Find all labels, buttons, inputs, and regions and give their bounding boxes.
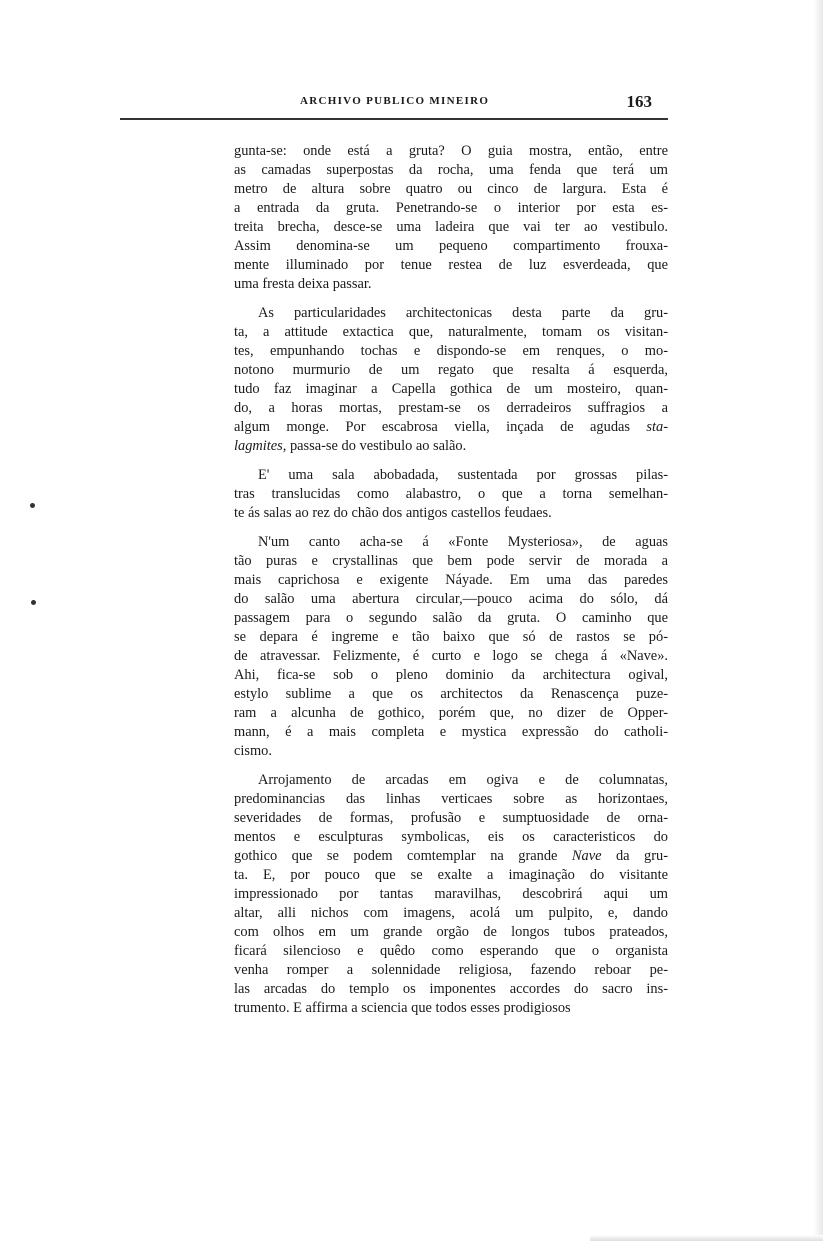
text-line: N'um canto acha-se á «Fonte Mysteriosa», de aguas: [258, 534, 668, 550]
body-text: [234, 142, 668, 1028]
page-header: [300, 92, 660, 114]
text-line: treita brecha, desce-se uma ladeira que vai ter ao vestibulo.: [234, 219, 668, 235]
text-line: impressionado por tantas maravilhas, descobrirá aqui um: [234, 886, 668, 902]
text-line: tes, empunhando tochas e dispondo-se em renques, o mo-: [234, 343, 668, 359]
running-head: ARCHIVO PUBLICO MINEIRO: [300, 95, 490, 107]
paragraph: [234, 771, 668, 1018]
text-line: E' uma sala abobadada, sustentada por grossas pilas-: [258, 467, 668, 483]
text-line: se depara é ingreme e tão baixo que só de rastos se pó-: [234, 629, 668, 645]
text-line: metro de altura sobre quatro ou cinco de largura. Esta é: [234, 181, 668, 197]
text-line: ram a alcunha de gothico, porém que, no dizer de Opper-: [234, 705, 668, 721]
paragraph: [234, 466, 668, 523]
text-line: as camadas superpostas da rocha, uma fenda que terá um: [234, 162, 668, 178]
text-line: lagmites, passa-se do vestibulo ao salão.: [234, 438, 467, 454]
text-line: mentos e esculpturas symbolicas, eis os caracteristicos do: [234, 829, 668, 845]
text-line: passagem para o segundo salão da gruta. O caminho que: [234, 610, 668, 626]
text-line: severidades de formas, profusão e sumptuosidade de orna-: [234, 810, 668, 826]
text-line: do, a horas mortas, prestam-se os derradeiros suffragios a: [234, 400, 668, 416]
text-line: cismo.: [234, 743, 272, 759]
text-line: gunta-se: onde está a gruta? O guia mostra, então, entre: [234, 143, 668, 159]
text-line: las arcadas do templo os imponentes accordes do sacro ins-: [234, 981, 668, 997]
text-line: trumento. E affirma a sciencia que todos esses prodigiosos: [234, 1000, 571, 1016]
header-rule: [120, 118, 668, 120]
text-line: ta. E, por pouco que se exalte a imaginação do visitante: [234, 867, 668, 883]
text-line: a entrada da gruta. Penetrando-se o interior por esta es-: [234, 200, 668, 216]
text-line: tudo faz imaginar a Capella gothica de um mosteiro, quan-: [234, 381, 668, 397]
text-line: notono murmurio de um regato que resalta á esquerda,: [234, 362, 668, 378]
text-line: do salão uma abertura circular,—pouco acima do sólo, dá: [234, 591, 668, 607]
text-line: gothico que se podem comtemplar na grande Nave da gru-: [234, 848, 668, 864]
page-bottom-edge-shadow: [590, 1235, 823, 1241]
paragraph: [234, 142, 668, 294]
text-line: ficará silencioso e quêdo como esperando que o organista: [234, 943, 668, 959]
paragraph: [234, 533, 668, 761]
text-line: As particularidades architectonicas desta parte da gru-: [258, 305, 668, 321]
text-line: tras translucidas como alabastro, o que a torna semelhan-: [234, 486, 668, 502]
text-line: venha romper a solennidade religiosa, fazendo reboar pe-: [234, 962, 668, 978]
page-number: 163: [626, 92, 652, 111]
text-line: estylo sublime a que os architectos da Renascença puze-: [234, 686, 668, 702]
text-line: altar, alli nichos com imagens, acolá um pulpito, e, dando: [234, 905, 668, 921]
text-line: com olhos em um grande orgão de longos tubos prateados,: [234, 924, 668, 940]
text-line: algum monge. Por escabrosa viella, inçada de agudas sta-: [234, 419, 668, 435]
margin-mark: [30, 503, 35, 508]
text-line: Arrojamento de arcadas em ogiva e de columnatas,: [258, 772, 668, 788]
text-line: ta, a attitude extactica que, naturalmente, tomam os visitan-: [234, 324, 668, 340]
text-line: de atravessar. Felizmente, é curto e logo se chega á «Nave».: [234, 648, 668, 664]
text-line: Assim denomina-se um pequeno compartimento frouxa-: [234, 238, 668, 254]
text-line: mente illuminado por tenue restea de luz esverdeada, que: [234, 257, 668, 273]
text-line: uma fresta deixa passar.: [234, 276, 372, 292]
text-line: te ás salas ao rez do chão dos antigos castellos feudaes.: [234, 505, 552, 521]
paragraph: [234, 304, 668, 456]
text-line: mais caprichosa e exigente Náyade. Em uma das paredes: [234, 572, 668, 588]
margin-mark: [31, 600, 36, 605]
page-edge-shadow: [813, 0, 823, 1241]
text-line: predominancias das linhas verticaes sobre as horizontaes,: [234, 791, 668, 807]
text-line: Ahi, fica-se sob o pleno dominio da architectura ogival,: [234, 667, 668, 683]
text-line: mann, é a mais completa e mystica expressão do catholi-: [234, 724, 668, 740]
text-line: tão puras e crystallinas que bem pode servir de morada a: [234, 553, 668, 569]
